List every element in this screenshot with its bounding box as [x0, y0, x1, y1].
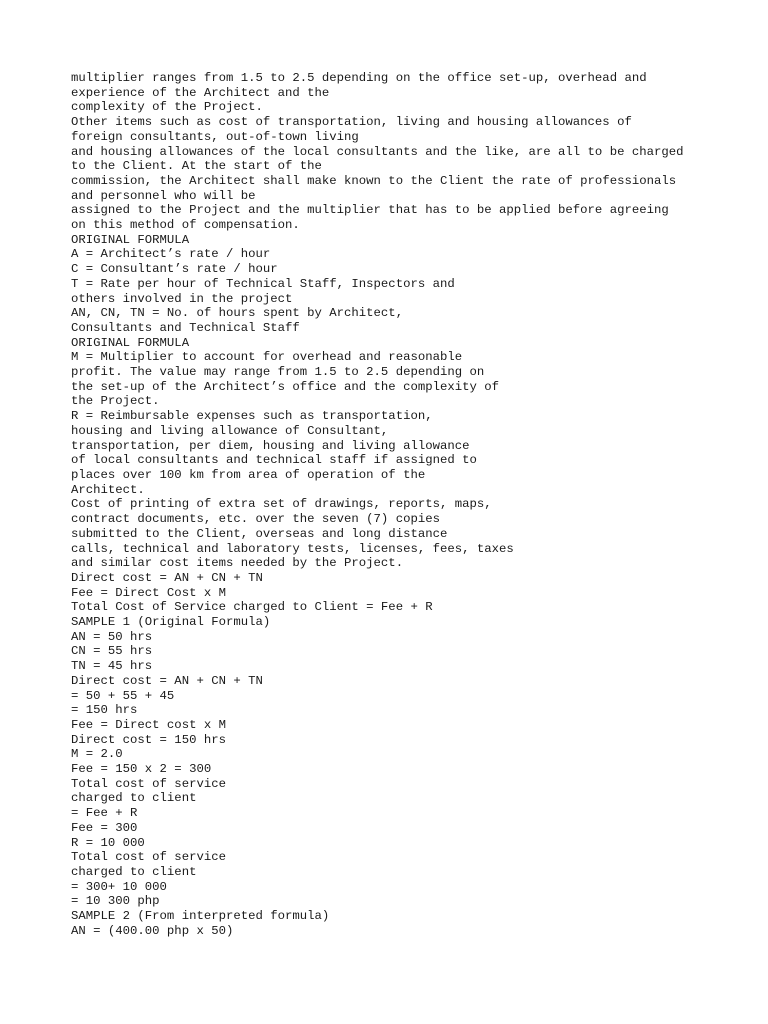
formula-line: = 10 300 php [71, 894, 160, 909]
text-line: foreign consultants, out-of-town living [71, 129, 359, 144]
formula-line: CN = 55 hrs [71, 644, 153, 659]
formula-line: charged to client [71, 791, 197, 806]
section-heading: ORIGINAL FORMULA [71, 232, 190, 247]
text-line: others involved in the project [71, 291, 293, 306]
formula-line: Direct cost = 150 hrs [71, 732, 226, 747]
text-line: assigned to the Project and the multiplier that has to be applied before agreeing [71, 203, 669, 218]
text-line: of local consultants and technical staff if assigned to [71, 453, 477, 468]
formula-line: Direct cost = AN + CN + TN [71, 570, 263, 585]
text-line: housing and living allowance of Consultant, [71, 423, 389, 438]
formula-line: R = 10 000 [71, 835, 145, 850]
formula-line: charged to client [71, 864, 197, 879]
text-line: complexity of the Project. [71, 100, 263, 115]
formula-line: TN = 45 hrs [71, 659, 153, 674]
text-line: multiplier ranges from 1.5 to 2.5 depending on the office set-up, overhead and [71, 71, 647, 85]
text-line: to the Client. At the start of the [71, 159, 322, 174]
text-line: on this method of compensation. [71, 218, 300, 233]
section-heading: SAMPLE 1 (Original Formula) [71, 615, 271, 630]
text-line: experience of the Architect and the [71, 85, 330, 100]
formula-line: = 50 + 55 + 45 [71, 688, 175, 703]
formula-line: = Fee + R [71, 806, 138, 821]
text-line: transportation, per diem, housing and living allowance [71, 438, 470, 453]
formula-line: = 300+ 10 000 [71, 879, 167, 894]
text-line: and personnel who will be [71, 188, 256, 203]
text-line: M = Multiplier to account for overhead and reasonable [71, 350, 463, 365]
text-line: contract documents, etc. over the seven (7) copies [71, 512, 440, 527]
formula-line: M = 2.0 [71, 747, 123, 762]
text-line: the set-up of the Architect’s office and the complexity of [71, 379, 500, 394]
formula-line: Fee = Direct Cost x M [71, 585, 226, 600]
formula-line: Total cost of service [71, 850, 226, 865]
text-line: calls, technical and laboratory tests, licenses, fees, taxes [71, 541, 514, 556]
text-line: AN, CN, TN = No. of hours spent by Architect, [71, 306, 404, 321]
formula-line: = 150 hrs [71, 703, 138, 718]
text-line: C = Consultant’s rate / hour [71, 262, 278, 277]
text-line: and similar cost items needed by the Project. [71, 556, 404, 571]
formula-line: Fee = 150 x 2 = 300 [71, 762, 212, 777]
formula-line: Total cost of service [71, 776, 226, 791]
text-line: Consultants and Technical Staff [71, 320, 300, 335]
text-line: R = Reimbursable expenses such as transportation, [71, 409, 433, 424]
text-line: commission, the Architect shall make known to the Client the rate of professionals [71, 173, 677, 188]
text-line: T = Rate per hour of Technical Staff, Inspectors and [71, 276, 455, 291]
text-line: A = Architect’s rate / hour [71, 247, 271, 262]
text-line: and housing allowances of the local consultants and the like, are all to be charged [71, 144, 684, 159]
text-line: Architect. [71, 482, 145, 497]
section-heading: SAMPLE 2 (From interpreted formula) [71, 909, 330, 924]
formula-line: AN = 50 hrs [71, 629, 153, 644]
text-line: places over 100 km from area of operation of the [71, 467, 426, 482]
text-line: Cost of printing of extra set of drawings, reports, maps, [71, 497, 492, 512]
formula-line: Total Cost of Service charged to Client = Fee + R [71, 600, 433, 615]
text-line: profit. The value may range from 1.5 to 2.5 depending on [71, 365, 485, 380]
text-line: Other items such as cost of transportation, living and housing allowances of [71, 115, 632, 130]
text-line: the Project. [71, 394, 160, 409]
formula-line: AN = (400.00 php x 50) [71, 923, 234, 938]
text-line: submitted to the Client, overseas and long distance [71, 526, 448, 541]
section-heading: ORIGINAL FORMULA [71, 335, 190, 350]
document-page [71, 71, 731, 938]
formula-line: Fee = Direct cost x M [71, 717, 226, 732]
formula-line: Direct cost = AN + CN + TN [71, 673, 263, 688]
formula-line: Fee = 300 [71, 820, 138, 835]
